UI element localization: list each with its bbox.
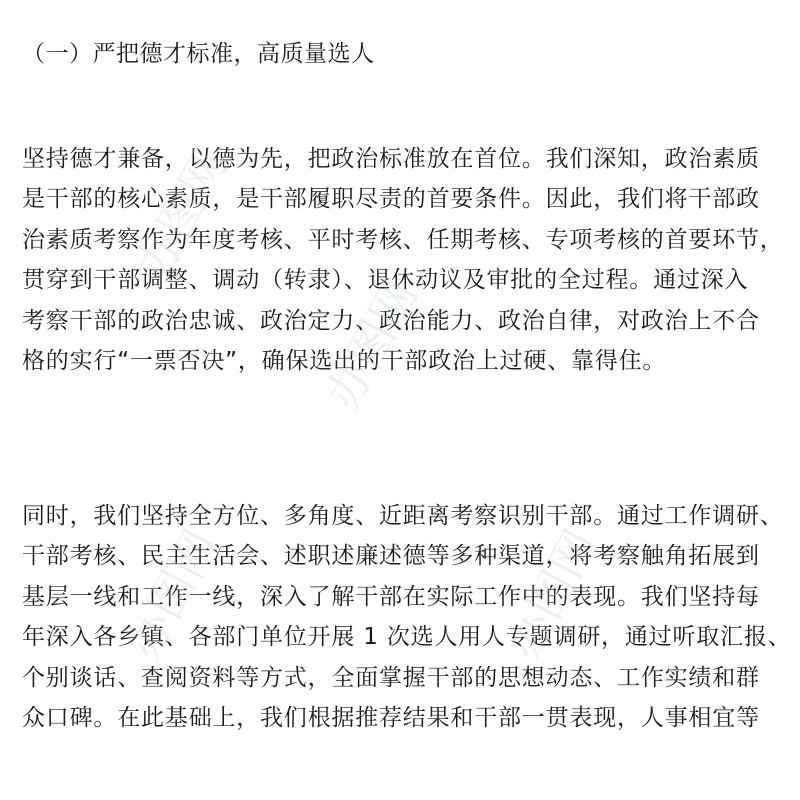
watermark-text: 办图网 <box>115 520 228 669</box>
paragraph-line: 格的实行“一票否决”，确保选出的干部政治上过硬、靠得住。 <box>22 348 667 374</box>
paragraph-line: 贯穿到干部调整、调动（转隶）、退休动议及审批的全过程。通过深入 <box>22 267 749 293</box>
section-heading: （一）严把德才标准，高质量选人 <box>22 41 375 67</box>
paragraph-line: 考察干部的政治忠诚、政治定力、政治能力、政治自律，对政治上不合 <box>22 308 760 334</box>
paragraph-line: 坚持德才兼备，以德为先，把政治标准放在首位。我们深知，政治素质 <box>22 146 760 172</box>
paragraph-line: 众口碑。在此基础上，我们根据推荐结果和干部一贯表现，人事相宜等 <box>22 705 760 731</box>
paragraph-line: 同时，我们坚持全方位、多角度、近距离考察识别干部。通过工作调研、 <box>22 503 784 529</box>
paragraph-line: 基层一线和工作一线，深入了解干部在实际工作中的表现。我们坚持每 <box>22 584 760 610</box>
watermark-text: 办图网 <box>315 270 428 419</box>
watermark-text: 办图网 <box>125 140 238 289</box>
paragraph-line: 治素质考察作为年度考核、平时考核、任期考核、专项考核的首要环节， <box>22 227 784 253</box>
paragraph-line: 个别谈话、查阅资料等方式，全面掌握干部的思想动态、工作实绩和群 <box>22 665 760 691</box>
paragraph-line: 是干部的核心素质，是干部履职尽责的首要条件。因此，我们将干部政 <box>22 186 760 212</box>
paragraph-line: 年深入各乡镇、各部门单位开展 1 次选人用人专题调研，通过听取汇报、 <box>22 624 792 650</box>
paragraph-line: 干部考核、民主生活会、述职述廉述德等多种渠道，将考察触角拓展到 <box>22 543 760 569</box>
watermark-text: 办图网 <box>495 520 608 669</box>
